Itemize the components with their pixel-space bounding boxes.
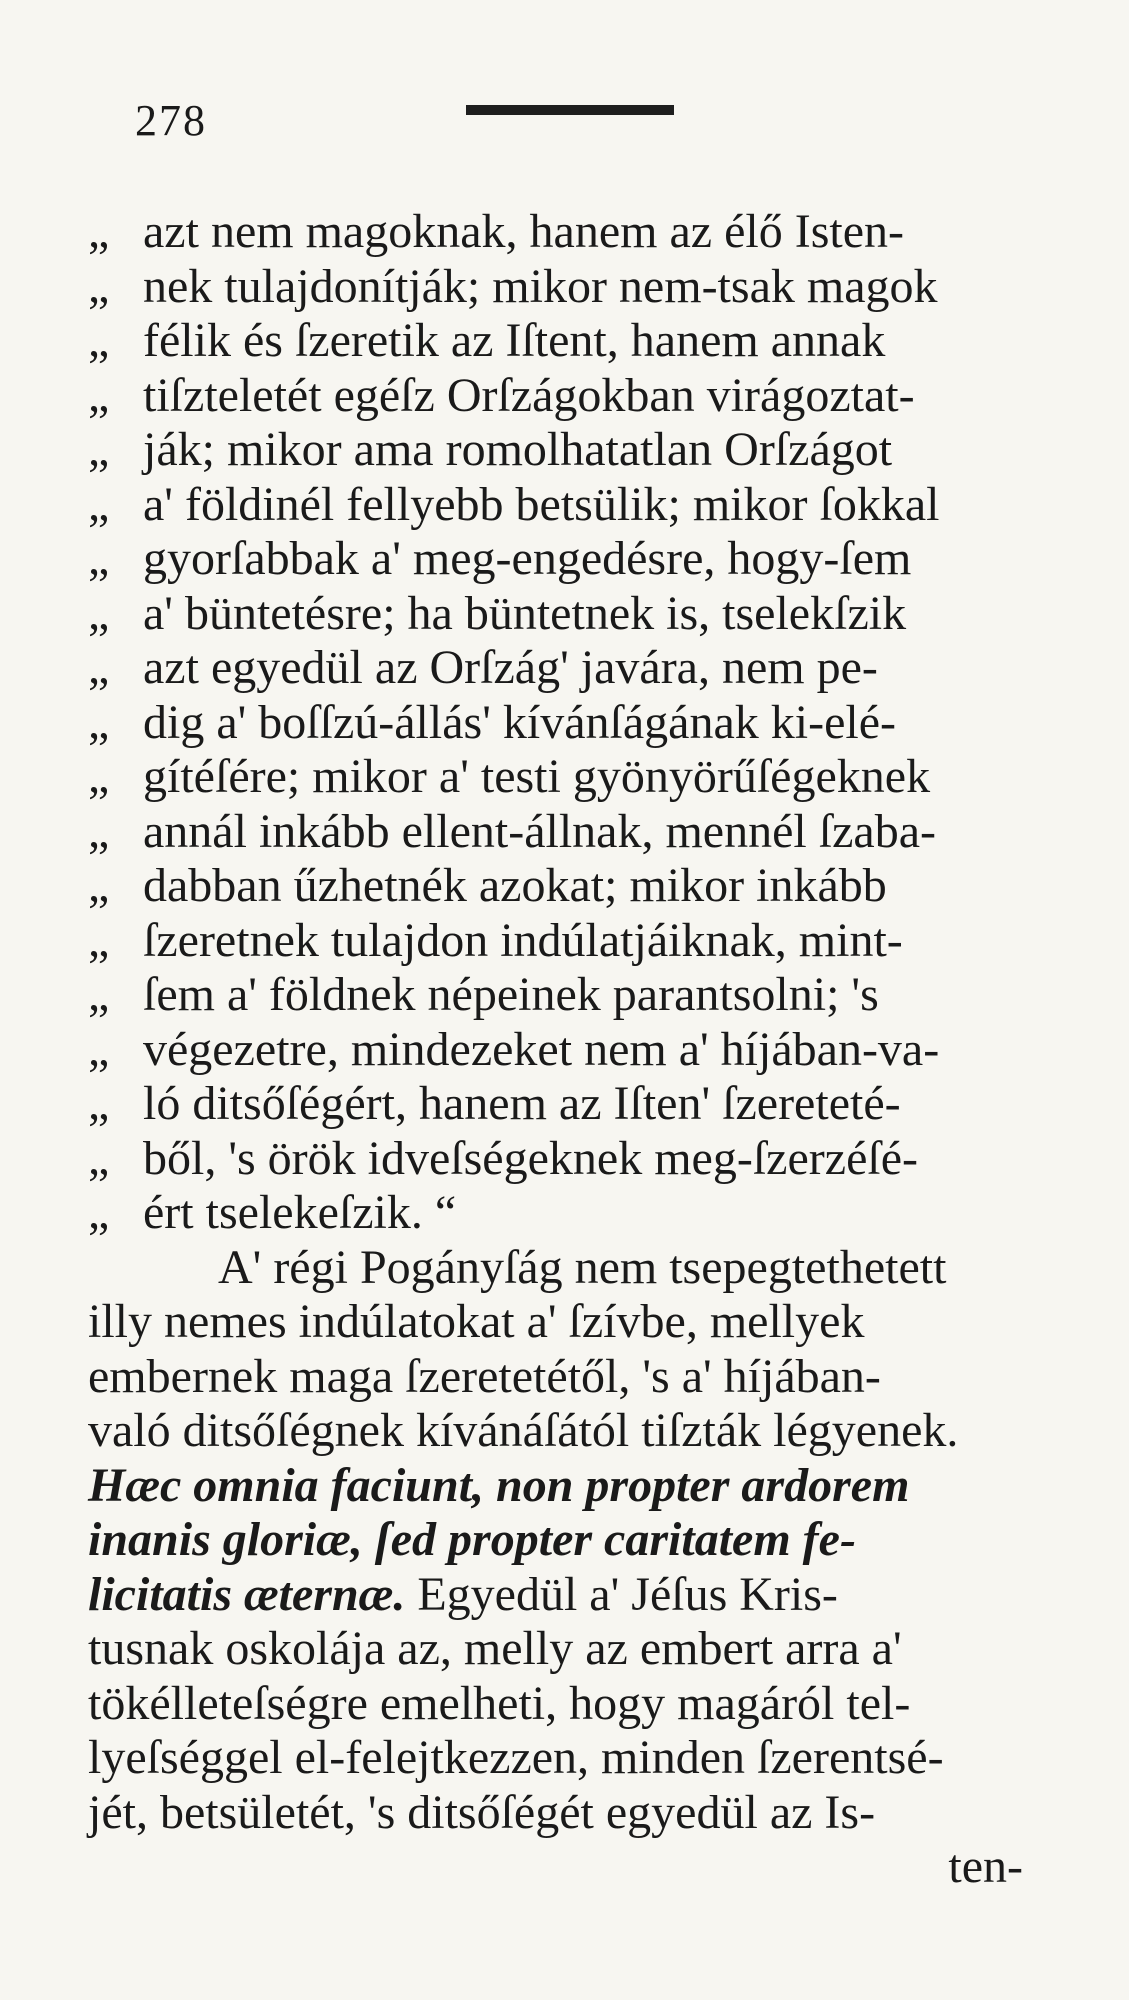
quote-line — [88, 260, 1078, 315]
quote-line-text: végezetre, mindezeket nem a' híjában-va- — [143, 1022, 940, 1076]
quote-line — [88, 423, 1078, 478]
paragraph-line: illy nemes indúlatokat a' ſzívbe, mellyek — [88, 1295, 865, 1348]
quote-line — [88, 532, 1078, 587]
text-block — [88, 205, 1078, 1895]
quote-mark: „ — [88, 913, 110, 967]
quote-line — [88, 641, 1078, 696]
mixed-tail: Egyedül a' Jéſus Kris- — [405, 1567, 838, 1621]
catchword-line — [88, 1840, 1078, 1895]
quote-line-text: annál inkább ellent-állnak, mennél ſzaba- — [143, 804, 936, 858]
quote-line-text: gyorſabbak a' meg-engedésre, hogy-ſem — [143, 532, 912, 585]
quote-line-text: a' földinél fellyebb betsülik; mikor ſokkal — [143, 477, 940, 531]
quote-mark: „ — [88, 968, 110, 1021]
paragraph-line: való ditsőſégnek kívánáſától tiſzták légyenek. — [88, 1404, 959, 1457]
quote-line — [88, 968, 1078, 1023]
quote-mark: „ — [88, 750, 110, 803]
latin-line: inanis gloriæ, ſed propter caritatem fe- — [88, 1513, 856, 1566]
page-number: 278 — [135, 96, 207, 145]
quote-line — [88, 587, 1078, 642]
quote-line — [88, 750, 1078, 805]
quote-line-text: nek tulajdonítják; mikor nem-tsak magok — [143, 259, 938, 313]
quote-mark: „ — [88, 532, 110, 585]
quote-line-text: ſem a' földnek népeinek parantsolni; 's — [143, 968, 879, 1021]
quote-line — [88, 859, 1078, 914]
quote-line-text: ért tselekeſzik. “ — [143, 1186, 457, 1239]
quote-line — [88, 369, 1078, 424]
quote-line-text: dig a' boſſzú-állás' kívánſágának ki-elé- — [143, 695, 896, 749]
quote-line — [88, 914, 1078, 969]
quote-mark: „ — [88, 586, 110, 640]
quote-mark: „ — [88, 1186, 110, 1239]
closing-line: tökélleteſségre emelheti, hogy magáról tel- — [88, 1676, 911, 1730]
quote-mark: „ — [88, 859, 110, 912]
latin-mixed-line — [88, 1568, 1078, 1623]
header-rule — [466, 105, 674, 115]
quote-line-text: a' büntetésre; ha büntetnek is, tselekſzik — [143, 586, 907, 640]
quote-mark: „ — [88, 205, 110, 258]
quote-line — [88, 314, 1078, 369]
quote-line-text: gítéſére; mikor a' testi gyönyörűſégeknek — [143, 750, 931, 803]
latin-line: Hæc omnia faciunt, non propter ardorem — [88, 1458, 910, 1512]
paragraph-block — [88, 1241, 1078, 1459]
quote-block — [88, 205, 1078, 1241]
quote-mark: „ — [88, 314, 110, 367]
quote-line-text: ſzeretnek tulajdon indúlatjáiknak, mint- — [143, 913, 903, 967]
quote-line — [88, 1132, 1078, 1187]
closing-line: tusnak oskolája az, melly az embert arra a' — [88, 1622, 902, 1675]
quote-line — [88, 1077, 1078, 1132]
quote-line-text: azt egyedül az Orſzág' javára, nem pe- — [143, 641, 878, 694]
quote-line-text: dabban űzhetnék azokat; mikor inkább — [143, 859, 887, 912]
quote-line-text: tiſzteletét egéſz Orſzágokban virágoztat- — [143, 368, 915, 422]
quote-line — [88, 1186, 1078, 1241]
quote-line — [88, 1023, 1078, 1078]
quote-mark: „ — [88, 1131, 110, 1185]
quote-line-text: ják; mikor ama romolhatatlan Orſzágot — [143, 423, 893, 476]
quote-mark: „ — [88, 477, 110, 531]
paragraph-line: embernek maga ſzeretetétől, 's a' híjában- — [88, 1349, 881, 1403]
quote-line-text: azt nem magoknak, hanem az élő Isten- — [143, 205, 905, 258]
quote-mark: „ — [88, 368, 110, 422]
catchword: ten- — [948, 1840, 1023, 1893]
quote-mark: „ — [88, 1022, 110, 1076]
quote-line — [88, 478, 1078, 533]
quote-line-text: ló ditsőſégért, hanem az Iſten' ſzereteté- — [143, 1077, 901, 1130]
quote-line — [88, 805, 1078, 860]
paragraph-line: A' régi Pogányſág nem tsepegtethetett — [218, 1240, 947, 1294]
quote-line — [88, 696, 1078, 751]
latin-block — [88, 1459, 1078, 1568]
latin-tail: licitatis æternæ. — [88, 1567, 406, 1621]
quote-mark: „ — [88, 695, 110, 749]
closing-line: jét, betsületét, 's ditsőſégét egyedül az Is- — [88, 1785, 876, 1839]
quote-mark: „ — [88, 804, 110, 858]
quote-mark: „ — [88, 641, 110, 694]
closing-line: lyeſséggel el-felejtkezzen, minden ſzerentsé- — [88, 1731, 944, 1784]
quote-mark: „ — [88, 259, 110, 313]
quote-line — [88, 205, 1078, 260]
quote-mark: „ — [88, 1077, 110, 1130]
quote-line-text: félik és ſzeretik az Iſtent, hanem annak — [143, 314, 886, 367]
quote-line-text: ből, 's örök idveſségeknek meg-ſzerzéſé- — [143, 1131, 919, 1185]
closing-block — [88, 1622, 1078, 1840]
quote-mark: „ — [88, 423, 110, 476]
